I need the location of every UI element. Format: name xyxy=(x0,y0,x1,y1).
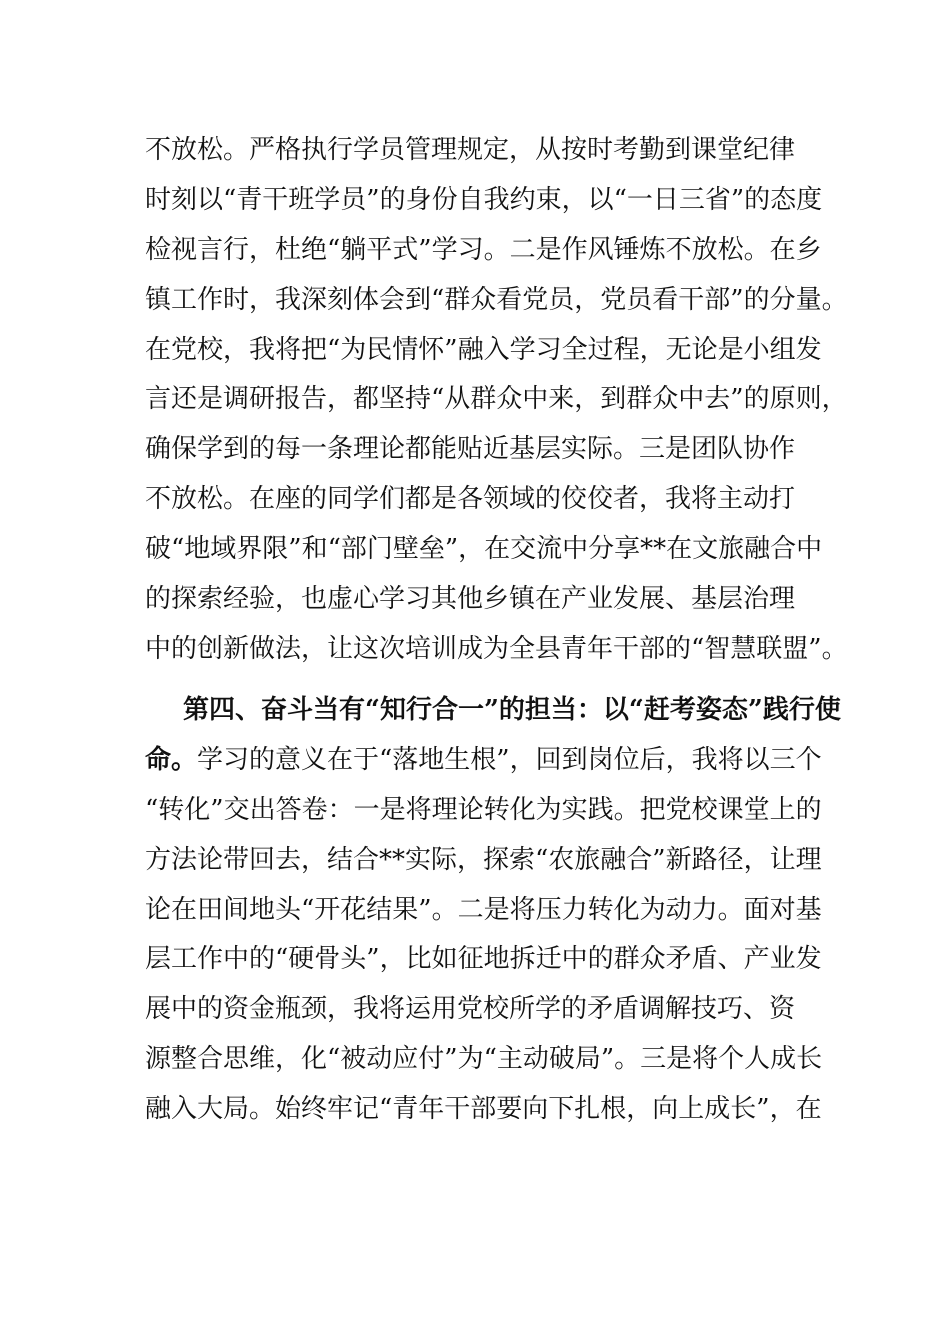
section-heading: 第四、奋斗当有“知行合一”的担当：以“赶考姿态”践行使 xyxy=(183,695,841,725)
text-line: 检视言行，杜绝“躺平式”学习。二是作风锤炼不放松。在乡 xyxy=(145,234,822,265)
text-line: 中的创新做法，让这次培训成为全县青年干部的“智慧联盟”。 xyxy=(145,633,848,664)
text-line: 层工作中的“硬骨头”，比如征地拆迁中的群众矛盾、产业发 xyxy=(145,944,822,975)
text-line: 言还是调研报告，都坚持“从群众中来，到群众中去”的原则， xyxy=(145,384,848,415)
paragraph-section-four xyxy=(145,686,841,1135)
text-line: “转化”交出答卷：一是将理论转化为实践。把党校课堂上的 xyxy=(145,794,822,825)
text-line: 融入大局。始终牢记“青年干部要向下扎根，向上成长”，在 xyxy=(145,1094,822,1125)
text-line: 源整合思维，化“被动应付”为“主动破局”。三是将个人成长 xyxy=(145,1044,823,1075)
text-line-rest: 学习的意义在于“落地生根”，回到岗位后，我将以三个 xyxy=(197,744,822,775)
text-line: 破“地域界限”和“部门壁垒”，在交流中分享**在文旅融合中 xyxy=(145,534,823,565)
text-line: 展中的资金瓶颈，我将运用党校所学的矛盾调解技巧、资 xyxy=(145,994,796,1025)
text-line: 时刻以“青干班学员”的身份自我约束，以“一日三省”的态度 xyxy=(145,184,823,215)
text-line: 镇工作时，我深刻体会到“群众看党员，党员看干部”的分量。 xyxy=(145,284,848,315)
text-line: 方法论带回去，结合**实际，探索“农旅融合”新路径，让理 xyxy=(145,844,822,875)
text-line: 不放松。严格执行学员管理规定，从按时考勤到课堂纪律 xyxy=(145,135,796,165)
text-line: 确保学到的每一条理论都能贴近基层实际。三是团队协作 xyxy=(145,434,796,465)
text-line: 论在田间地头“开花结果”。二是将压力转化为动力。面对基 xyxy=(145,894,822,925)
text-line xyxy=(145,736,822,786)
section-heading-tail: 命。 xyxy=(145,744,198,775)
paragraph-continued xyxy=(145,126,848,675)
text-line: 的探索经验，也虚心学习其他乡镇在产业发展、基层治理 xyxy=(145,584,796,615)
text-line: 在党校，我将把“为民情怀”融入学习全过程，无论是小组发 xyxy=(145,334,822,365)
text-line: 不放松。在座的同学们都是各领域的佼佼者，我将主动打 xyxy=(145,484,796,515)
